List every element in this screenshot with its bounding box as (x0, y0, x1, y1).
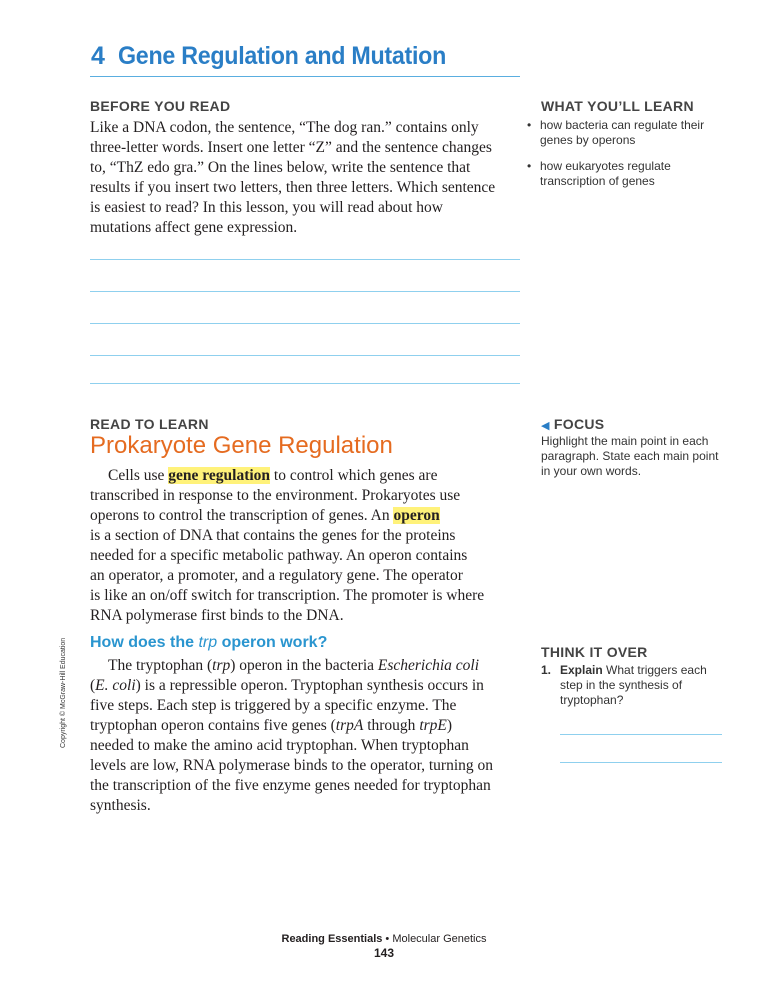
before-line: results if you insert two letters, then three letters. Which sentence (90, 179, 496, 196)
para-line: five steps. Each step is triggered by a specific enzyme. The (90, 697, 457, 714)
chapter-number: 4 (91, 42, 105, 70)
para-line: synthesis. (90, 797, 151, 814)
question-number: 1. (541, 663, 552, 677)
focus-text: Highlight the main point in each paragraph. State each main point in your own words. (541, 434, 719, 478)
para-line: transcribed in response to the environment. Prokaryotes use (90, 487, 461, 504)
triangle-left-icon: ◀ (541, 420, 550, 432)
before-line: three-letter words. Insert one letter “Z” and the sentence changes (90, 139, 492, 156)
para-line: needed for a specific metabolic pathway. An operon contains (90, 547, 468, 564)
before-line: Like a DNA codon, the sentence, “The dog ran.” contains only (90, 119, 479, 136)
bullet-icon: • (527, 159, 532, 173)
focus-heading: ◀ FOCUS (541, 416, 605, 432)
answer-line-3[interactable] (90, 323, 520, 324)
copyright-notice: Copyright © McGraw-Hill Education (60, 637, 67, 748)
think-it-over-heading: THINK IT OVER (541, 644, 648, 660)
para-line: (E. coli) is a repressible operon. Tryptophan synthesis occurs in (90, 677, 484, 694)
answer-line-q1-b[interactable] (560, 762, 722, 763)
para-line: levels are low, RNA polymerase binds to the operator, turning on (90, 757, 494, 774)
para-line: needed to make the amino acid tryptophan. When tryptophan (90, 737, 469, 754)
footer-source: Reading Essentials • Molecular Genetics (281, 933, 487, 945)
list-item: • how eukaryotes regulate transcription of genes (527, 159, 671, 188)
paragraph-operons (90, 466, 530, 626)
answer-line-1[interactable] (90, 259, 520, 260)
para-line: operons to control the transcription of genes. An operon (90, 507, 440, 524)
title-rule (90, 76, 520, 77)
list-item: • how bacteria can regulate their genes by operons (527, 118, 705, 147)
chapter-title: Gene Regulation and Mutation (118, 42, 447, 70)
learn-list (527, 118, 727, 200)
what-youll-learn-heading: WHAT YOU’LL LEARN (541, 98, 694, 114)
para-line: The tryptophan (trp) operon in the bacteria Escherichia coli (108, 657, 480, 674)
answer-line-5[interactable] (90, 383, 520, 384)
bullet-icon: • (527, 118, 532, 132)
before-line: mutations affect gene expression. (90, 219, 298, 236)
para-line: tryptophan operon contains five genes (trpA through trpE) (90, 717, 453, 734)
para-line: Cells use gene regulation to control which genes are (108, 467, 438, 484)
question-text: What triggers each step in the synthesis of tryptophan? (560, 663, 707, 707)
answer-line-2[interactable] (90, 291, 520, 292)
question-label: Explain (560, 663, 603, 677)
before-you-read-heading: BEFORE YOU READ (90, 98, 231, 114)
paragraph-trp (90, 656, 530, 816)
para-line: is a section of DNA that contains the genes for the proteins (90, 527, 456, 544)
answer-line-q1-a[interactable] (560, 734, 722, 735)
para-line: is like an on/off switch for transcription. The promoter is where (90, 587, 485, 604)
para-line: RNA polymerase first binds to the DNA. (90, 607, 344, 624)
subsection-heading: How does the trp operon work? (90, 634, 328, 651)
answer-line-4[interactable] (90, 355, 520, 356)
before-line: to, “ThZ edo gra.” On the lines below, write the sentence that (90, 159, 471, 176)
question-1 (541, 663, 726, 708)
before-line: is easiest to read? In this lesson, you will read about how (90, 199, 443, 216)
section-title: Prokaryote Gene Regulation (90, 432, 393, 459)
read-to-learn-heading: READ TO LEARN (90, 416, 209, 432)
vocab-gene-regulation: gene regulation (168, 467, 271, 484)
page-number: 143 (373, 946, 395, 960)
before-you-read-text (90, 118, 530, 238)
para-line: an operator, a promoter, and a regulatory gene. The operator (90, 567, 463, 584)
vocab-operon: operon (393, 507, 440, 524)
para-line: the transcription of the five enzyme genes needed for tryptophan (90, 777, 491, 794)
